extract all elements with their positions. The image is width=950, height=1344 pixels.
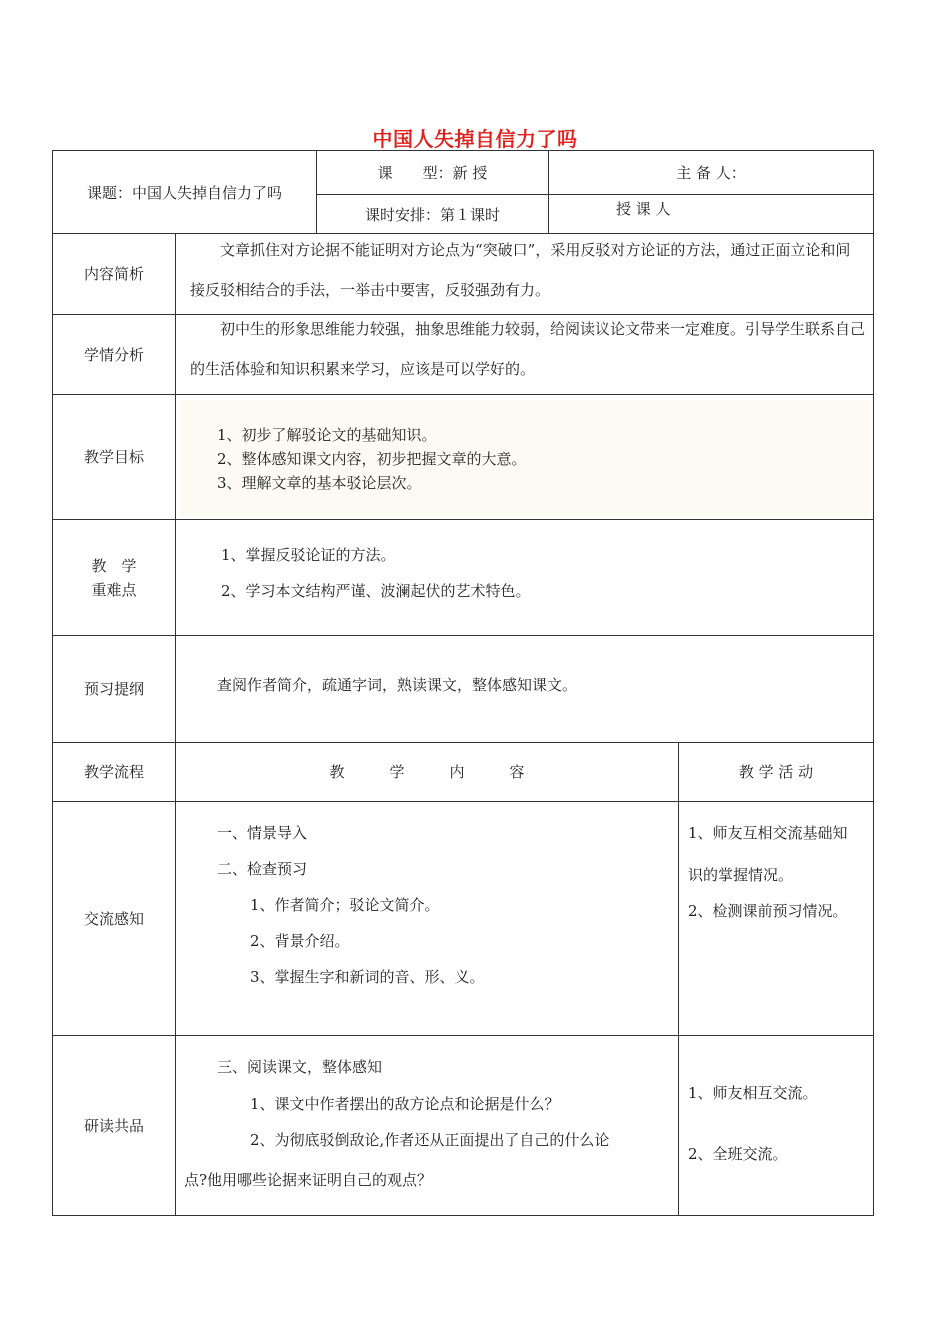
- table-border-right: [873, 150, 874, 1215]
- flow-col2-header: 教 学 内 容: [329, 763, 525, 781]
- preview-text: 查阅作者简介，疏通字词，熟读课文，整体感知课文。: [217, 676, 578, 694]
- key-points-label-line2: 重难点: [91, 580, 137, 599]
- key-points-label-line1: 教 学: [91, 556, 137, 575]
- exchange-activity-line: 2、检测课前预习情况。: [688, 902, 848, 920]
- goals-label: 教学目标: [83, 448, 144, 466]
- topic-cell: 课题：中国人失掉自信力了吗: [86, 183, 282, 202]
- flow-col3-header: 教 学 活 动: [738, 763, 814, 781]
- schedule-cell: 课时安排：第１课时: [364, 205, 500, 224]
- study-content-line: 2、为彻底驳倒敌论,作者还从正面提出了自己的什么论: [250, 1131, 610, 1149]
- content-analysis-label: 内容简析: [83, 265, 144, 283]
- col-divider: [678, 742, 679, 1215]
- study-content-line: 点?他用哪些论据来证明自己的观点？: [184, 1171, 433, 1189]
- study-activity-line: 1、师友相互交流。: [688, 1084, 818, 1102]
- preparer-cell: 主 备 人：: [676, 164, 746, 182]
- lesson-type-cell: 课 型：新 授: [377, 164, 488, 182]
- exchange-activity-line: 1、师友互相交流基础知: [688, 824, 848, 842]
- flow-col1-header: 教学流程: [83, 763, 144, 781]
- study-content-line: 1、课文中作者摆出的敌方论点和论据是什么？: [250, 1095, 560, 1113]
- document-title: 中国人失掉自信力了吗: [372, 127, 578, 151]
- preview-label: 预习提纲: [83, 680, 144, 698]
- exchange-label: 交流感知: [83, 909, 144, 928]
- exchange-activity-line: 识的掌握情况。: [688, 866, 794, 884]
- study-content-line: 三、阅读课文，整体感知: [217, 1058, 383, 1076]
- student-analysis-text: 初中生的形象思维能力较强，抽象思维能力较弱，给阅读议论文带来一定难度。引导学生联系自己的生活体验和知识积累来学习，应该是可以学好的。: [190, 320, 866, 378]
- key-point-item: 2、学习本文结构严谨、波澜起伏的艺术特色。: [221, 582, 531, 600]
- exchange-content-line: 1、作者简介；驳论文简介。: [250, 896, 440, 914]
- table-border-bottom: [52, 1215, 874, 1216]
- key-points-label: [53, 520, 175, 635]
- key-point-item: 1、掌握反驳论证的方法。: [221, 546, 396, 564]
- goal-item: 1、初步了解驳论文的基础知识。: [217, 426, 437, 444]
- exchange-content-line: 一、情景导入: [217, 824, 308, 842]
- study-activity-line: 2、全班交流。: [688, 1145, 788, 1163]
- content-analysis-text: 文章抓住对方论据不能证明对方论点为“突破口”，采用反驳对方论证的方法，通过正面立论和间接反驳相结合的手法，一举击中要害，反驳强劲有力。: [190, 241, 851, 299]
- study-label: 研读共品: [83, 1116, 144, 1135]
- lecturer-cell: 授 课 人: [616, 200, 671, 218]
- exchange-content-line: 3、掌握生字和新词的音、形、义。: [250, 968, 485, 986]
- student-analysis-label: 学情分析: [83, 345, 144, 364]
- goal-item: 3、理解文章的基本驳论层次。: [217, 474, 422, 492]
- exchange-content-line: 2、背景介绍。: [250, 932, 350, 950]
- exchange-content-line: 二、检查预习: [217, 860, 308, 878]
- goal-item: 2、整体感知课文内容，初步把握文章的大意。: [217, 450, 527, 468]
